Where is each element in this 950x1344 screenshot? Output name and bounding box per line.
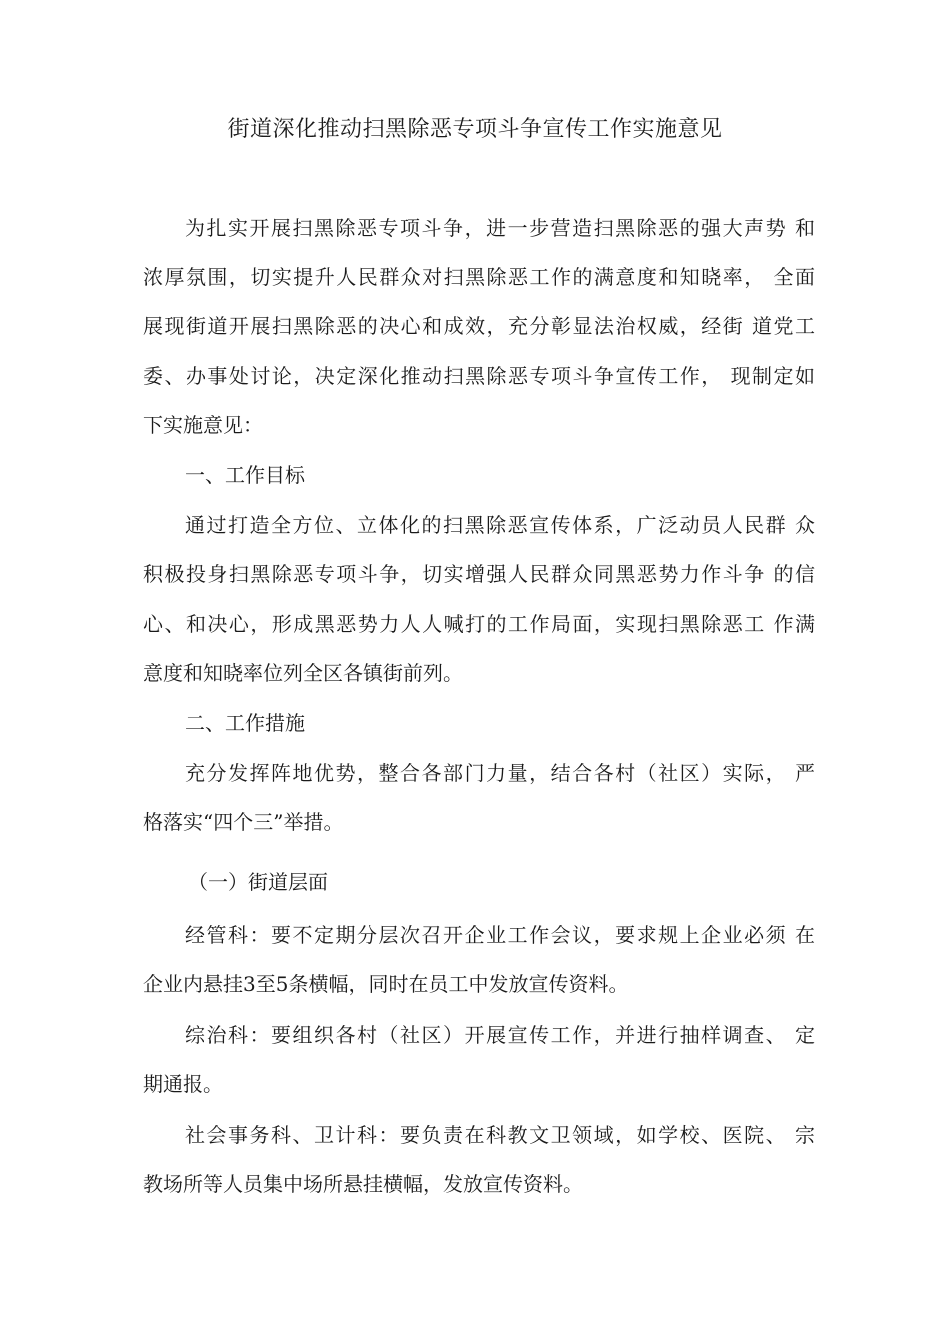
paragraph-line: 期通报。	[143, 1072, 223, 1096]
paragraph-line: 展现街道开展扫黑除恶的决心和成效，充分彰显法治权威，经街 道党工	[143, 314, 815, 338]
paragraph-line: 浓厚氛围，切实提升人民群众对扫黑除恶工作的满意度和知晓率， 全面	[143, 265, 815, 289]
paragraph-line: 企业内悬挂3至5条横幅，同时在员工中发放宣传资料。	[143, 972, 629, 996]
paragraph-line: 综治科：要组织各村（社区）开展宣传工作，并进行抽样调查、 定	[185, 1023, 815, 1047]
section-heading: 二、工作措施	[185, 711, 305, 735]
paragraph-line: 积极投身扫黑除恶专项斗争，切实增强人民群众同黑恶势力作斗争 的信	[143, 562, 815, 586]
paragraph-line: 委、办事处讨论，决定深化推动扫黑除恶专项斗争宣传工作， 现制定如	[143, 364, 815, 388]
paragraph-line: 通过打造全方位、立体化的扫黑除恶宣传体系，广泛动员人民群 众	[185, 513, 815, 537]
paragraph-line: 社会事务科、卫计科：要负责在科教文卫领域，如学校、医院、 宗	[185, 1123, 815, 1147]
paragraph-line: 经管科：要不定期分层次召开企业工作会议，要求规上企业必须 在	[185, 923, 815, 947]
paragraph-line: 充分发挥阵地优势，整合各部门力量，结合各村（社区）实际， 严	[185, 761, 815, 785]
paragraph-line: 教场所等人员集中场所悬挂横幅，发放宣传资料。	[143, 1172, 583, 1196]
paragraph-line: 下实施意见：	[143, 413, 263, 437]
paragraph-line: 为扎实开展扫黑除恶专项斗争，进一步营造扫黑除恶的强大声势 和	[185, 216, 815, 240]
paragraph-line: 心、和决心，形成黑恶势力人人喊打的工作局面，实现扫黑除恶工 作满	[143, 612, 815, 636]
paragraph-line: 意度和知晓率位列全区各镇街前列。	[143, 661, 463, 685]
subsection-heading: （一）街道层面	[188, 870, 328, 894]
section-heading: 一、工作目标	[185, 463, 305, 487]
document-title: 街道深化推动扫黑除恶专项斗争宣传工作实施意见	[227, 117, 723, 142]
paragraph-line: 格落实“四个三”举措。	[143, 810, 344, 834]
